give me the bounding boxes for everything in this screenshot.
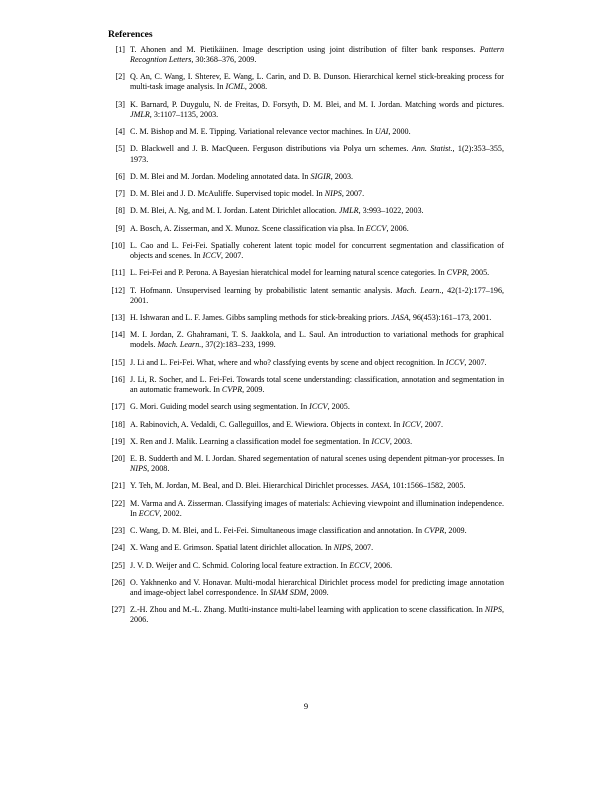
reference-item — [108, 375, 504, 395]
reference-text-part: , 2006. — [369, 560, 393, 570]
reference-text-part: , 2007. — [464, 357, 487, 367]
reference-item — [108, 172, 504, 182]
reference-text-part: , 1(2):353–355, 1973. — [130, 144, 504, 164]
reference-text — [130, 144, 504, 164]
reference-text-part: A. Rabinovich, A. Vedaldi, C. Galleguillos, and E. Wiewiora. Objects in context. In — [130, 419, 403, 429]
reference-text-part: H. Ishwaran and L. F. James. Gibbs sampling methods for stick-breaking priors. — [130, 312, 392, 322]
reference-text — [130, 330, 504, 350]
reference-venue: CVPR — [221, 384, 243, 394]
reference-venue: ECCV — [138, 508, 160, 518]
reference-venue: JASA — [370, 481, 389, 491]
reference-text — [130, 206, 504, 216]
reference-venue: JMLR — [130, 109, 150, 119]
reference-number: [7] — [115, 189, 125, 199]
reference-item — [108, 241, 504, 261]
reference-item — [108, 420, 504, 430]
reference-text — [130, 543, 504, 553]
reference-text-part: , 101:1566–1582, 2005. — [388, 481, 466, 491]
reference-item — [108, 605, 504, 625]
reference-venue: JASA — [391, 312, 409, 322]
reference-number: [2] — [115, 72, 125, 82]
reference-text-part: D. M. Blei and M. Jordan. Modeling annotated data. In — [130, 171, 311, 181]
reference-venue: NIPS — [324, 189, 342, 199]
reference-number: [6] — [115, 171, 125, 181]
page-number: 9 — [303, 701, 309, 711]
reference-text-part: Z.-H. Zhou and M.-L. Zhang. Mutlti-instance multi-label learning with application to scene classification. In — [130, 605, 485, 615]
reference-number: [23] — [111, 526, 125, 536]
reference-text-part: , 2008. — [244, 82, 268, 92]
reference-number: [11] — [111, 268, 125, 278]
reference-text — [130, 561, 504, 571]
reference-text-part: G. Mori. Guiding model search using segmentation. In — [130, 402, 310, 412]
reference-item — [108, 224, 504, 234]
reference-number: [24] — [111, 543, 125, 553]
reference-number: [21] — [111, 481, 125, 491]
reference-text-part: , 2009. — [306, 588, 329, 598]
reference-text — [130, 224, 504, 234]
reference-text — [130, 241, 504, 261]
reference-text — [130, 286, 504, 306]
reference-item — [108, 45, 504, 65]
reference-venue: JMLR — [338, 206, 359, 216]
reference-venue: ECCV — [349, 560, 370, 570]
reference-text-part: L. Cao and L. Fei-Fei. Spatially coherent latent topic model for concurrent segmentation and classification of objects and scenes. In — [130, 240, 504, 260]
reference-number: [8] — [115, 206, 125, 216]
reference-item — [108, 100, 504, 120]
reference-text-part: , 2008. — [147, 464, 170, 474]
reference-number: [13] — [111, 312, 125, 322]
reference-item — [108, 206, 504, 216]
reference-text-part: D. Blackwell and J. B. MacQueen. Ferguson distributions via Polya urn schemes. — [130, 144, 412, 154]
reference-number: [26] — [111, 577, 125, 587]
reference-item — [108, 268, 504, 278]
references-heading: References — [108, 29, 153, 40]
reference-item — [108, 454, 504, 474]
reference-number: [20] — [111, 454, 125, 464]
reference-venue: ICCV — [309, 402, 328, 412]
reference-text-part: Q. An, C. Wang, I. Shterev, E. Wang, L. Carin, and D. B. Dunson. Hierarchical kernel stick-breaking process for multi-task image analysis. In — [130, 72, 504, 92]
reference-number: [9] — [115, 223, 125, 233]
reference-text-part: , 96(453):161–173, 2001. — [408, 312, 492, 322]
reference-text — [130, 402, 504, 412]
reference-item — [108, 127, 504, 137]
reference-text-part: L. Fei-Fei and P. Perona. A Bayesian hieratchical model for learning natural scence categories. In — [130, 268, 447, 278]
reference-text-part: , 2009. — [444, 526, 467, 536]
reference-number: [25] — [111, 560, 125, 570]
reference-venue: CVPR — [446, 268, 467, 278]
reference-text-part: J. Li, R. Socher, and L. Fei-Fei. Towards total scene understanding: classification, annotation and segmentation in an automatic framework. In — [130, 374, 504, 394]
reference-text-part: K. Barnard, P. Duygulu, N. de Freitas, D. Forsyth, D. M. Blei, and M. I. Jordan. Matching words and pictures. — [130, 99, 504, 109]
reference-venue: Pattern Recogntion Letters — [130, 45, 504, 65]
reference-text-part: A. Bosch, A. Zisserman, and X. Munoz. Scene classification via plsa. In — [130, 223, 366, 233]
reference-venue: ICCV — [402, 419, 421, 429]
reference-text — [130, 605, 504, 625]
reference-text-part: , 2002. — [159, 508, 182, 518]
reference-text — [130, 100, 504, 120]
reference-number: [16] — [111, 374, 125, 384]
reference-text — [130, 375, 504, 395]
reference-venue: ECCV — [365, 223, 387, 233]
reference-text-part: X. Wang and E. Grimson. Spatial latent dirichlet allocation. In — [130, 543, 334, 553]
reference-item — [108, 526, 504, 536]
reference-venue: Mach. Learn. — [396, 285, 442, 295]
reference-item — [108, 437, 504, 447]
reference-item — [108, 313, 504, 323]
reference-text-part: , 3:993–1022, 2003. — [358, 206, 424, 216]
reference-text-part: , 2003. — [389, 436, 413, 446]
reference-text-part: M. I. Jordan, Z. Ghahramani, T. S. Jaakkola, and L. Saul. An introduction to variational methods for graphical models. — [130, 330, 504, 350]
reference-item — [108, 358, 504, 368]
reference-item — [108, 499, 504, 519]
reference-item — [108, 286, 504, 306]
reference-venue: Mach. Learn. — [157, 340, 202, 350]
reference-text-part: , 3:1107–1135, 2003. — [149, 109, 219, 119]
reference-text-part: E. B. Sudderth and M. I. Jordan. Shared segementation of natural scenes using dependent pitman-yor processes. In — [130, 454, 504, 464]
reference-text — [130, 313, 504, 323]
reference-text-part: D. M. Blei and J. D. McAuliffe. Supervised topic model. In — [130, 189, 325, 199]
reference-text-part: M. Varma and A. Zisserman. Classifying images of materials: Achieving viewpoint and illumination independence. In — [130, 498, 504, 518]
reference-text-part: , 2007. — [420, 419, 443, 429]
reference-text — [130, 358, 504, 368]
reference-number: [1] — [115, 45, 125, 54]
reference-text — [130, 578, 504, 598]
reference-number: [10] — [111, 240, 125, 250]
reference-number: [3] — [115, 99, 125, 109]
reference-venue: SIAM SDM — [269, 588, 307, 598]
reference-text-part: , 2005. — [327, 402, 350, 412]
reference-venue: NIPS — [130, 464, 148, 474]
reference-text-part: , 2006. — [386, 223, 409, 233]
reference-text-part: C. M. Bishop and M. E. Tipping. Variational relevance vector machines. In — [130, 127, 375, 137]
reference-number: [27] — [111, 605, 125, 615]
reference-number: [12] — [111, 285, 125, 295]
reference-text-part: D. M. Blei, A. Ng, and M. I. Jordan. Latent Dirichlet allocation. — [130, 206, 339, 216]
reference-text-part: , 2007. — [341, 189, 365, 199]
reference-text-part: , 2006. — [130, 605, 504, 625]
reference-text — [130, 45, 504, 65]
reference-number: [22] — [111, 498, 125, 508]
reference-number: [14] — [111, 330, 125, 340]
reference-text — [130, 420, 504, 430]
reference-text — [130, 499, 504, 519]
reference-text-part: , 2007. — [350, 543, 374, 553]
reference-text-part: , 2003. — [330, 171, 354, 181]
reference-venue: UAI — [374, 127, 389, 137]
reference-text-part: , 37(2):183–233, 1999. — [201, 340, 276, 350]
references-section — [108, 29, 504, 633]
reference-text-part: J. V. D. Weijer and C. Schmid. Coloring local feature extraction. In — [130, 560, 350, 570]
reference-item — [108, 144, 504, 164]
reference-text — [130, 189, 504, 199]
reference-venue: ICCV — [445, 357, 465, 367]
reference-text — [130, 172, 504, 182]
reference-item — [108, 72, 504, 92]
reference-item — [108, 402, 504, 412]
reference-text-part: C. Wang, D. M. Blei, and L. Fei-Fei. Simultaneous image classification and annotation. In — [130, 526, 425, 536]
reference-text — [130, 526, 504, 536]
reference-venue: ICML — [225, 82, 245, 92]
reference-text-part: , 30:368–376, 2009. — [191, 55, 257, 65]
reference-text-part: , 2005. — [466, 268, 490, 278]
reference-venue: ICCV — [371, 436, 390, 446]
reference-number: [19] — [111, 436, 125, 446]
reference-venue: NIPS — [484, 605, 502, 615]
reference-text-part: J. Li and L. Fei-Fei. What, where and who? classfying events by scene and object recognition. In — [130, 357, 446, 367]
reference-item — [108, 543, 504, 553]
reference-text — [130, 454, 504, 474]
reference-venue: Ann. Statist. — [411, 144, 453, 154]
reference-number: [5] — [115, 144, 125, 154]
reference-venue: CVPR — [424, 526, 445, 536]
reference-list — [108, 45, 504, 626]
reference-number: [15] — [111, 357, 125, 367]
reference-text-part: , 2007. — [221, 251, 244, 260]
reference-item — [108, 561, 504, 571]
reference-text — [130, 72, 504, 92]
reference-number: [18] — [111, 419, 125, 429]
reference-text-part: T. Ahonen and M. Pietikäinen. Image description using joint distribution of filter bank responses. — [130, 45, 480, 54]
reference-venue: NIPS — [333, 543, 351, 553]
reference-item — [108, 578, 504, 598]
reference-item — [108, 481, 504, 491]
reference-text — [130, 127, 504, 137]
reference-item — [108, 330, 504, 350]
reference-number: [4] — [115, 127, 125, 137]
reference-text-part: X. Ren and J. Malik. Learning a classification model foe segmentation. In — [130, 436, 372, 446]
reference-text — [130, 481, 504, 491]
reference-item — [108, 189, 504, 199]
reference-text-part: Y. Teh, M. Jordan, M. Beal, and D. Blei. Hierarchical Dirichlet processes. — [130, 481, 371, 491]
reference-text-part: O. Yakhnenko and V. Honavar. Multi-modal hierarchical Dirichlet process model for predicting image annotation and image-object label correspondence. In — [130, 577, 504, 598]
reference-text-part: , 2000. — [388, 127, 411, 137]
reference-text — [130, 268, 504, 278]
reference-text — [130, 437, 504, 447]
reference-text-part: , 42(1-2):177–196, 2001. — [130, 285, 505, 305]
reference-text-part: , 2009. — [242, 384, 265, 394]
reference-text-part: T. Hofmann. Unsupervised learning by probabilistic latent semantic analysis. — [130, 285, 397, 295]
reference-venue: ICCV — [202, 251, 222, 260]
reference-number: [17] — [111, 402, 125, 412]
reference-venue: SIGIR — [310, 171, 331, 181]
